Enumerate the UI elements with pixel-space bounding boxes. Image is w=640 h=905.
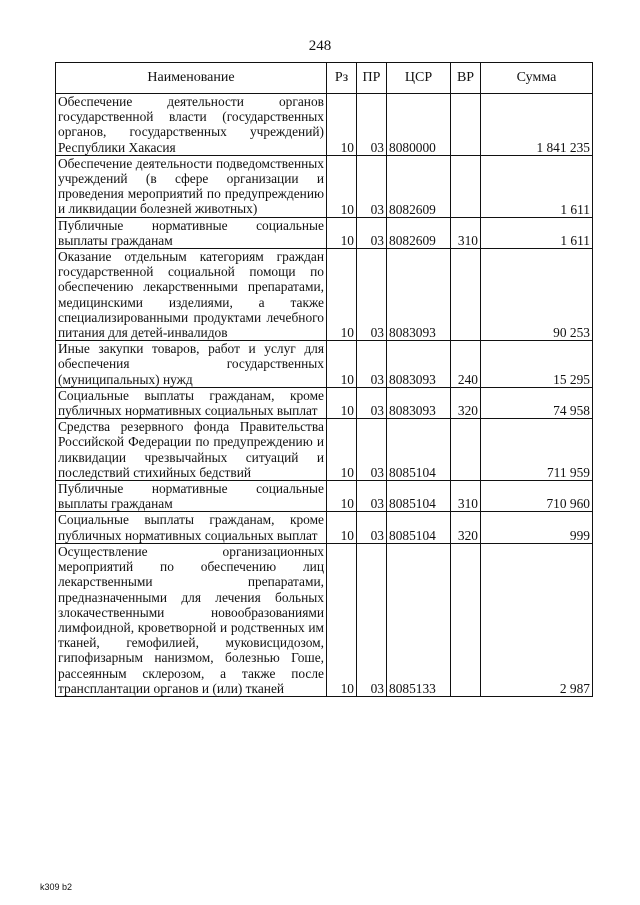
row-csr: 8085133 (387, 543, 451, 696)
table-row (56, 543, 593, 696)
row-name: Обеспечение деятельности подведомственных учреждений (в сфере организации и проведения мероприятий по предупреждению и ликвидации болезней животных) (56, 155, 327, 217)
row-csr: 8085104 (387, 512, 451, 543)
header-sum: Сумма (481, 63, 593, 94)
row-rz: 10 (327, 481, 357, 512)
page-number: 248 (308, 38, 332, 54)
row-csr: 8085104 (387, 481, 451, 512)
row-sum: 90 253 (481, 249, 593, 341)
row-csr: 8083093 (387, 249, 451, 341)
row-sum: 711 959 (481, 419, 593, 481)
row-pr: 03 (357, 94, 387, 156)
row-name: Публичные нормативные социальные выплаты гражданам (56, 481, 327, 512)
row-vr: 320 (451, 387, 481, 418)
row-rz: 10 (327, 543, 357, 696)
budget-table (55, 62, 593, 697)
row-pr: 03 (357, 217, 387, 248)
row-csr: 8082609 (387, 217, 451, 248)
row-pr: 03 (357, 387, 387, 418)
row-name: Средства резервного фонда Правительства Российской Федерации по предупреждению и ликвидации чрезвычайных ситуаций и последствий стихийных бедствий (56, 419, 327, 481)
header-rz: Рз (327, 63, 357, 94)
row-csr: 8082609 (387, 155, 451, 217)
header-csr: ЦСР (387, 63, 451, 94)
row-pr: 03 (357, 543, 387, 696)
row-name: Публичные нормативные социальные выплаты гражданам (56, 217, 327, 248)
row-vr (451, 543, 481, 696)
table-row (56, 94, 593, 156)
row-name: Осуществление организационных мероприятий по обеспечению лиц лекарственными препаратами, предназначенными для лечения больных злокачественными новообразованиями лимфоидной, кроветворной и родственных им тканей, гемофилией, муковисцидозом, гипофизарным нанизмом, болезнью Гоше, рассеянным склерозом, а также после трансплантации органов и (или) тканей (56, 543, 327, 696)
row-rz: 10 (327, 512, 357, 543)
table-row (56, 387, 593, 418)
row-name: Обеспечение деятельности органов государственной власти (государственных органов, государственных учреждений) Республики Хакасия (56, 94, 327, 156)
row-csr: 8085104 (387, 419, 451, 481)
row-vr: 320 (451, 512, 481, 543)
row-name: Иные закупки товаров, работ и услуг для обеспечения государственных (муниципальных) нужд (56, 341, 327, 388)
row-vr (451, 419, 481, 481)
table-row (56, 512, 593, 543)
row-vr (451, 94, 481, 156)
table-row (56, 419, 593, 481)
row-sum: 2 987 (481, 543, 593, 696)
row-sum: 74 958 (481, 387, 593, 418)
row-vr: 310 (451, 217, 481, 248)
row-csr: 8083093 (387, 341, 451, 388)
row-pr: 03 (357, 249, 387, 341)
row-sum: 1 841 235 (481, 94, 593, 156)
row-pr: 03 (357, 481, 387, 512)
row-vr (451, 155, 481, 217)
row-rz: 10 (327, 155, 357, 217)
table-row (56, 217, 593, 248)
row-vr: 310 (451, 481, 481, 512)
row-name: Социальные выплаты гражданам, кроме публичных нормативных социальных выплат (56, 512, 327, 543)
row-rz: 10 (327, 387, 357, 418)
table-row (56, 481, 593, 512)
row-sum: 999 (481, 512, 593, 543)
row-pr: 03 (357, 512, 387, 543)
row-vr: 240 (451, 341, 481, 388)
row-sum: 1 611 (481, 155, 593, 217)
row-name: Оказание отдельным категориям граждан государственной социальной помощи по обеспечению лекарственными препаратами, медицинскими изделиями, а также специализированными продуктами лечебного питания для детей-инвалидов (56, 249, 327, 341)
row-pr: 03 (357, 419, 387, 481)
row-sum: 1 611 (481, 217, 593, 248)
header-vr: ВР (451, 63, 481, 94)
row-sum: 710 960 (481, 481, 593, 512)
row-csr: 8083093 (387, 387, 451, 418)
row-vr (451, 249, 481, 341)
row-name: Социальные выплаты гражданам, кроме публичных нормативных социальных выплат (56, 387, 327, 418)
row-rz: 10 (327, 217, 357, 248)
footer-code: k309 b2 (40, 882, 73, 892)
row-pr: 03 (357, 341, 387, 388)
row-rz: 10 (327, 419, 357, 481)
table-row (56, 249, 593, 341)
row-csr: 8080000 (387, 94, 451, 156)
table-row (56, 341, 593, 388)
header-pr: ПР (357, 63, 387, 94)
row-rz: 10 (327, 341, 357, 388)
row-sum: 15 295 (481, 341, 593, 388)
header-name: Наименование (56, 63, 327, 94)
table-row (56, 155, 593, 217)
row-rz: 10 (327, 94, 357, 156)
row-pr: 03 (357, 155, 387, 217)
row-rz: 10 (327, 249, 357, 341)
table-header-row (56, 63, 593, 94)
